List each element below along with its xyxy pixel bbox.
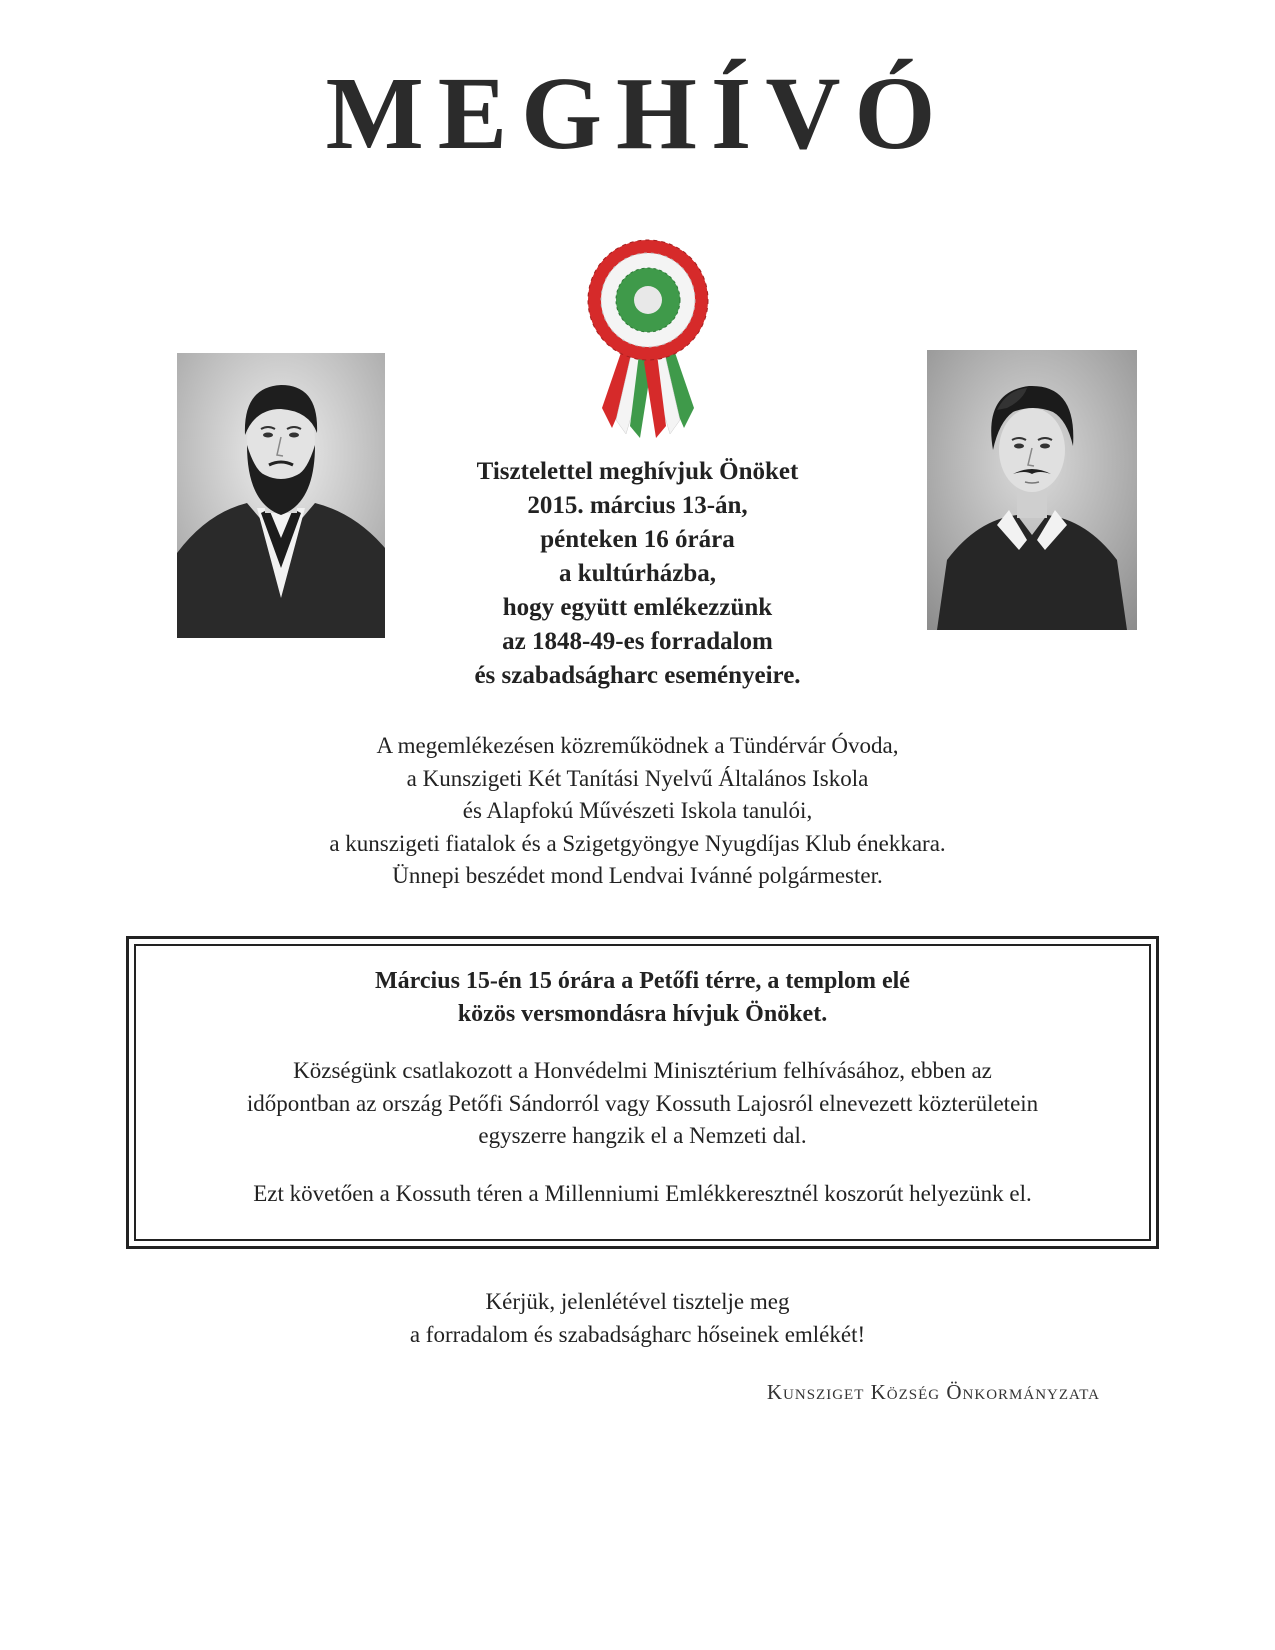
notice-box-inner xyxy=(134,944,1151,1241)
signature: Kunsziget Község Önkormányzata xyxy=(766,1380,1100,1404)
participants-line: a Kunszigeti Két Tanítási Nyelvű Általános Iskola xyxy=(406,765,869,791)
closing-line: Kérjük, jelenlétével tisztelje meg xyxy=(485,1289,790,1314)
participants-line: Ünnepi beszédet mond Lendvai Ivánné polgármester. xyxy=(392,863,883,888)
notice-body-line: Községünk csatlakozott a Honvédelmi Minisztérium felhívásához, ebben az xyxy=(293,1058,992,1083)
portrait-petofi-illustration xyxy=(927,350,1137,630)
portrait-kossuth-illustration xyxy=(177,353,385,638)
invitation-line: a kultúrházba, xyxy=(559,560,716,587)
notice-headline xyxy=(136,946,1149,1031)
invitation-line: az 1848-49-es forradalom xyxy=(502,628,773,655)
participants-line: a kunszigeti fiatalok és a Szigetgyöngye Nyugdíjas Klub énekkara. xyxy=(329,830,946,856)
invitation-text xyxy=(380,455,895,693)
invitation-line: hogy együtt emlékezzünk xyxy=(502,594,773,621)
invitation-line: Tisztelettel meghívjuk Önöket xyxy=(476,458,799,485)
closing-text xyxy=(250,1285,1025,1351)
participants-text xyxy=(200,730,1075,893)
notice-headline-line: Március 15-én 15 órára a Petőfi térre, a templom elé xyxy=(375,968,910,994)
hungarian-cockade-icon xyxy=(582,238,714,448)
march-15-notice-box xyxy=(126,936,1159,1249)
notice-after-line: Ezt követően a Kossuth téren a Millenniumi Emlékkeresztnél koszorút helyezünk el. xyxy=(253,1180,1032,1206)
invitation-line: és szabadságharc eseményeire. xyxy=(474,662,801,689)
closing-line: a forradalom és szabadságharc hőseinek emlékét! xyxy=(409,1322,866,1347)
portrait-petofi xyxy=(927,350,1137,630)
invitation-line: 2015. március 13-án, xyxy=(527,492,748,519)
notice-body xyxy=(136,1031,1149,1153)
notice-after xyxy=(136,1153,1149,1211)
participants-line: és Alapfokú Művészeti Iskola tanulói, xyxy=(462,798,813,823)
notice-headline-line: közös versmondásra hívjuk Önöket. xyxy=(457,1001,828,1027)
portrait-kossuth xyxy=(177,353,385,638)
invitation-line: pénteken 16 órára xyxy=(540,526,735,553)
notice-body-line: egyszerre hangzik el a Nemzeti dal. xyxy=(478,1123,807,1148)
participants-line: A megemlékezésen közreműködnek a Tündérvár Óvoda, xyxy=(376,733,899,758)
page-title: MEGHÍVÓ xyxy=(325,56,950,171)
notice-body-line: időpontban az ország Petőfi Sándorról vagy Kossuth Lajosról elnevezett közterületein xyxy=(246,1090,1039,1116)
